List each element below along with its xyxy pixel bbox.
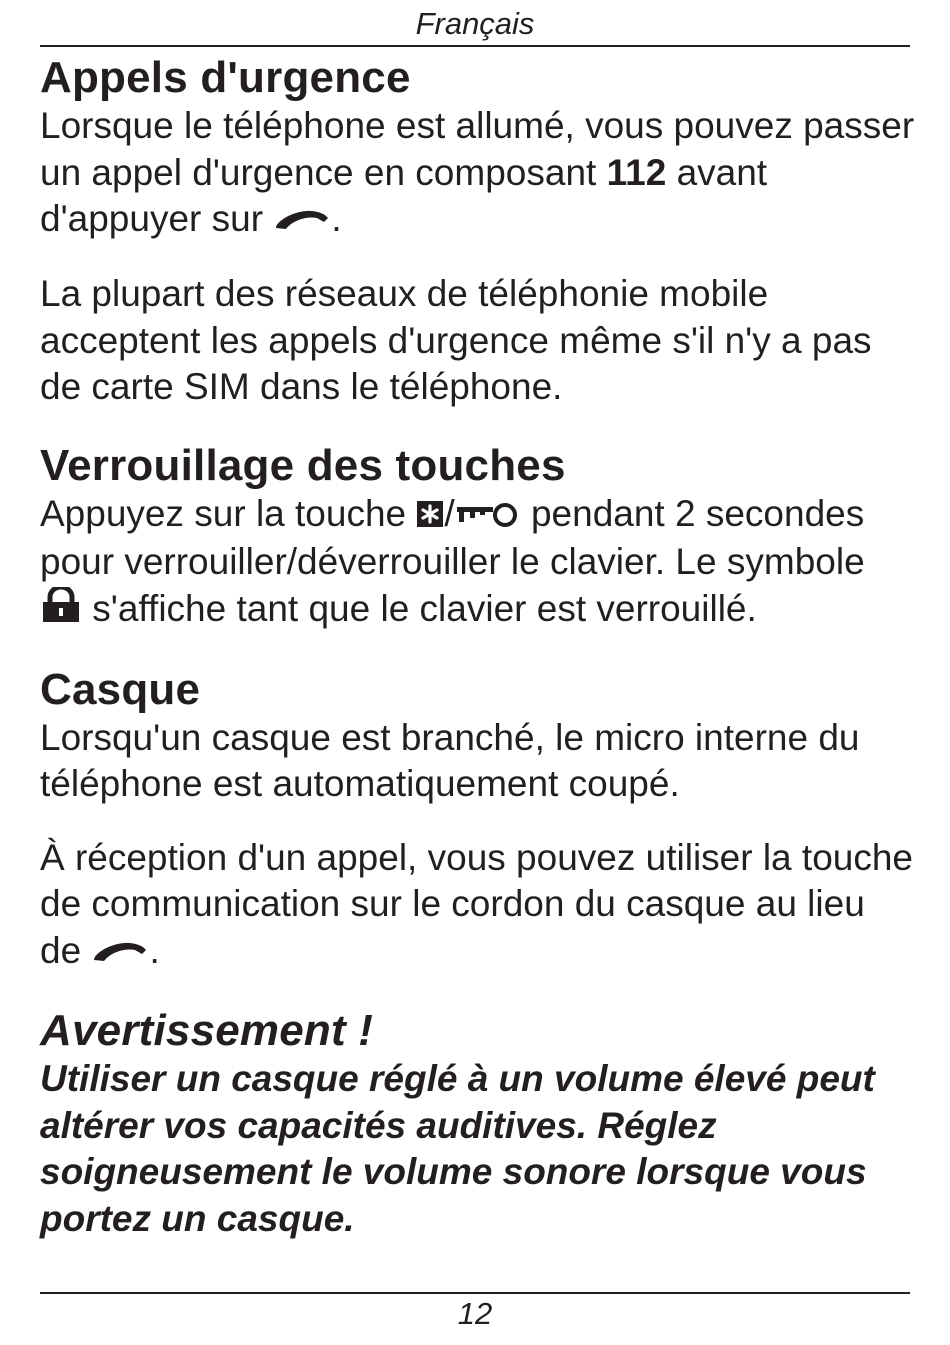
section-title-emergency: Appels d'urgence <box>40 53 411 102</box>
emergency-number: 112 <box>606 151 667 193</box>
header-divider <box>40 45 910 47</box>
emergency-text-2: avant d'appuyer sur <box>40 151 768 239</box>
emergency-text-end: . <box>331 198 342 239</box>
section-title-warning: Avertissement ! <box>40 1006 374 1056</box>
header-language: Français <box>415 6 535 41</box>
footer-divider <box>40 1292 910 1294</box>
page-number: 12 <box>457 1296 493 1331</box>
headset-paragraph-1: Lorsqu'un casque est branché, le micro interne du téléphone est automatiquement coupé. <box>40 716 860 805</box>
key-icon <box>455 493 521 540</box>
keylock-paragraph <box>40 491 915 635</box>
headset-text-1: À réception d'un appel, vous pouvez utiliser la touche de communication sur le cordon du casque au lieu de <box>40 836 914 971</box>
page-content <box>40 53 915 1242</box>
warning-paragraph: Utiliser un casque réglé à un volume élevé peut altérer vos capacités auditives. Réglez soigneusement le volume sonore lorsque vous portez un casque. <box>40 1058 875 1239</box>
star-key-icon <box>416 493 444 540</box>
emergency-paragraph-2: La plupart des réseaux de téléphonie mobile acceptent les appels d'urgence même s'il n'y a pas de carte SIM dans le téléphone. <box>40 273 872 408</box>
keylock-slash: / <box>444 492 455 534</box>
keylock-text-3: s'affiche tant que le clavier est verrouillé. <box>82 587 757 629</box>
call-handset-icon <box>273 198 331 245</box>
section-title-headset: Casque <box>40 664 201 714</box>
emergency-paragraph-1 <box>40 103 915 244</box>
headset-text-end: . <box>149 929 160 971</box>
lock-icon <box>40 587 82 635</box>
emergency-text-1: Lorsque le téléphone est allumé, vous pouvez passer un appel d'urgence en composant <box>40 105 915 193</box>
call-handset-icon <box>91 930 149 977</box>
section-title-keylock: Verrouillage des touches <box>40 440 566 490</box>
keylock-text-2: pendant 2 secondes pour verrouiller/déverrouiller le clavier. Le symbole <box>40 492 865 583</box>
keylock-text-1: Appuyez sur la touche <box>40 492 417 534</box>
headset-paragraph-2 <box>40 835 915 976</box>
